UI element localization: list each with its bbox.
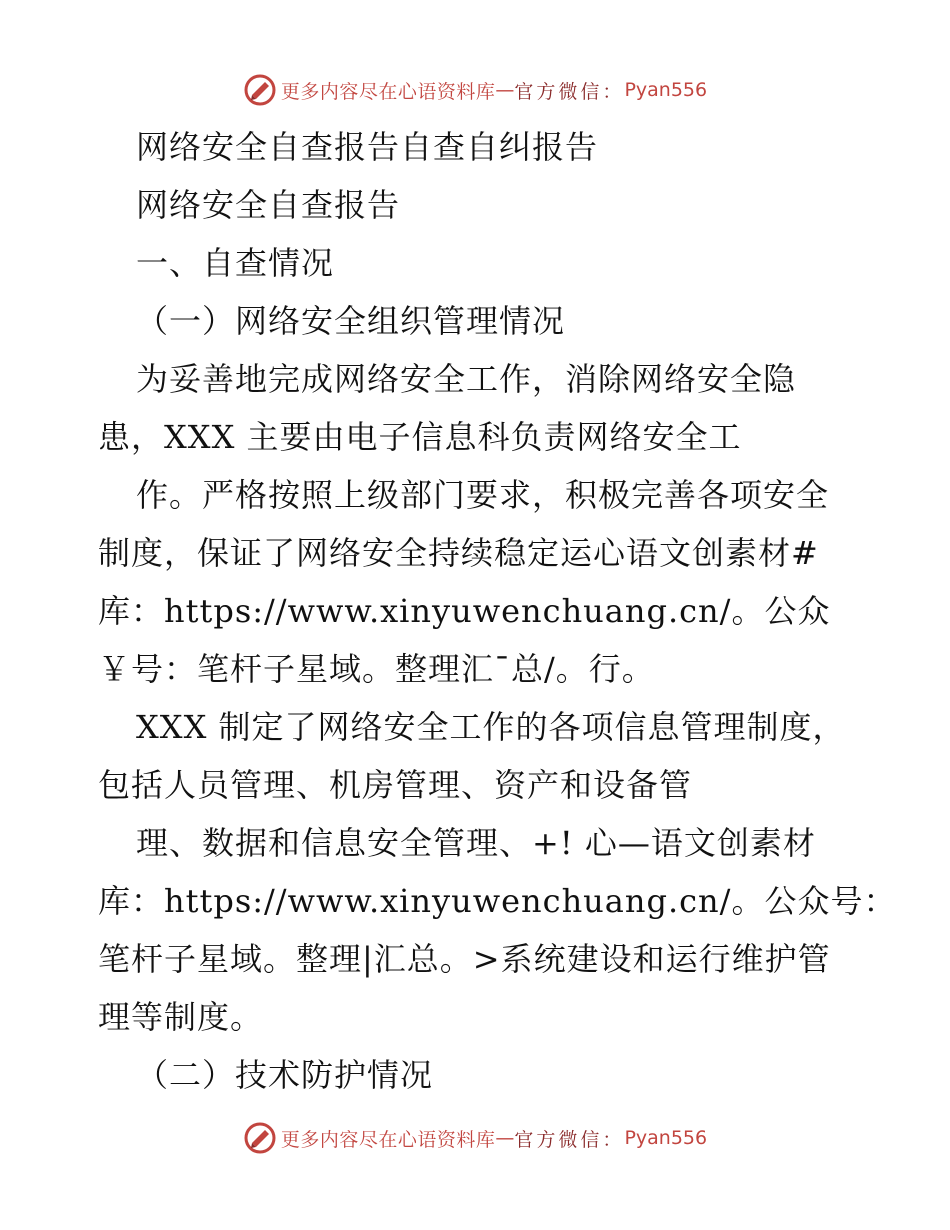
paragraph-line: 患，XXX 主要由电子信息科负责网络安全工 bbox=[98, 418, 742, 456]
section-heading: 一、自查情况 bbox=[136, 244, 335, 282]
subsection-heading: （二）技术防护情况 bbox=[136, 1056, 434, 1094]
banner-dash: — bbox=[495, 1127, 515, 1149]
subsection-heading: （一）网络安全组织管理情况 bbox=[136, 302, 566, 340]
paragraph-line: 库：https://www.xinyuwenchuang.cn/。公众号： bbox=[98, 882, 897, 920]
document-body bbox=[98, 118, 897, 1104]
doc-title: 网络安全自查报告自查自纠报告 bbox=[136, 128, 599, 166]
paragraph-line: 笔杆子星域。整理|汇总。>系统建设和运行维护管 bbox=[98, 940, 831, 978]
paragraph-line: 制度，保证了网络安全持续稳定运心语文创素材# bbox=[98, 534, 819, 572]
footer-banner bbox=[0, 1118, 950, 1158]
header-banner bbox=[0, 70, 950, 110]
paragraph-line: 为妥善地完成网络安全工作，消除网络安全隐 bbox=[136, 360, 797, 398]
banner-brand-text: 更多内容尽在心语资料库 bbox=[280, 1128, 496, 1151]
banner-dash: — bbox=[495, 79, 515, 101]
banner-official-label: 官方微信： bbox=[514, 1128, 625, 1151]
paragraph-line: 库：https://www.xinyuwenchuang.cn/。公众 bbox=[98, 592, 831, 630]
paragraph-line: 理等制度。 bbox=[98, 998, 264, 1036]
paragraph-line: 作。严格按照上级部门要求，积极完善各项安全 bbox=[136, 476, 830, 514]
banner-wechat-id: Pyan556 bbox=[624, 79, 708, 101]
banner-brand-text: 更多内容尽在心语资料库 bbox=[280, 80, 496, 103]
banner-wechat-id: Pyan556 bbox=[624, 1127, 708, 1149]
paragraph-line: 理、数据和信息安全管理、+! 心—语文创素材 bbox=[136, 824, 816, 862]
doc-subtitle: 网络安全自查报告 bbox=[136, 186, 401, 224]
paragraph-line: XXX 制定了网络安全工作的各项信息管理制度， bbox=[136, 708, 846, 746]
brand-logo-icon bbox=[243, 1121, 277, 1155]
brand-logo-icon bbox=[243, 73, 277, 107]
banner-official-label: 官方微信： bbox=[514, 80, 625, 103]
paragraph-line: 包括人员管理、机房管理、资产和设备管 bbox=[98, 766, 693, 804]
paragraph-line: ￥号：笔杆子星域。整理汇¯总/。行。 bbox=[98, 650, 655, 688]
